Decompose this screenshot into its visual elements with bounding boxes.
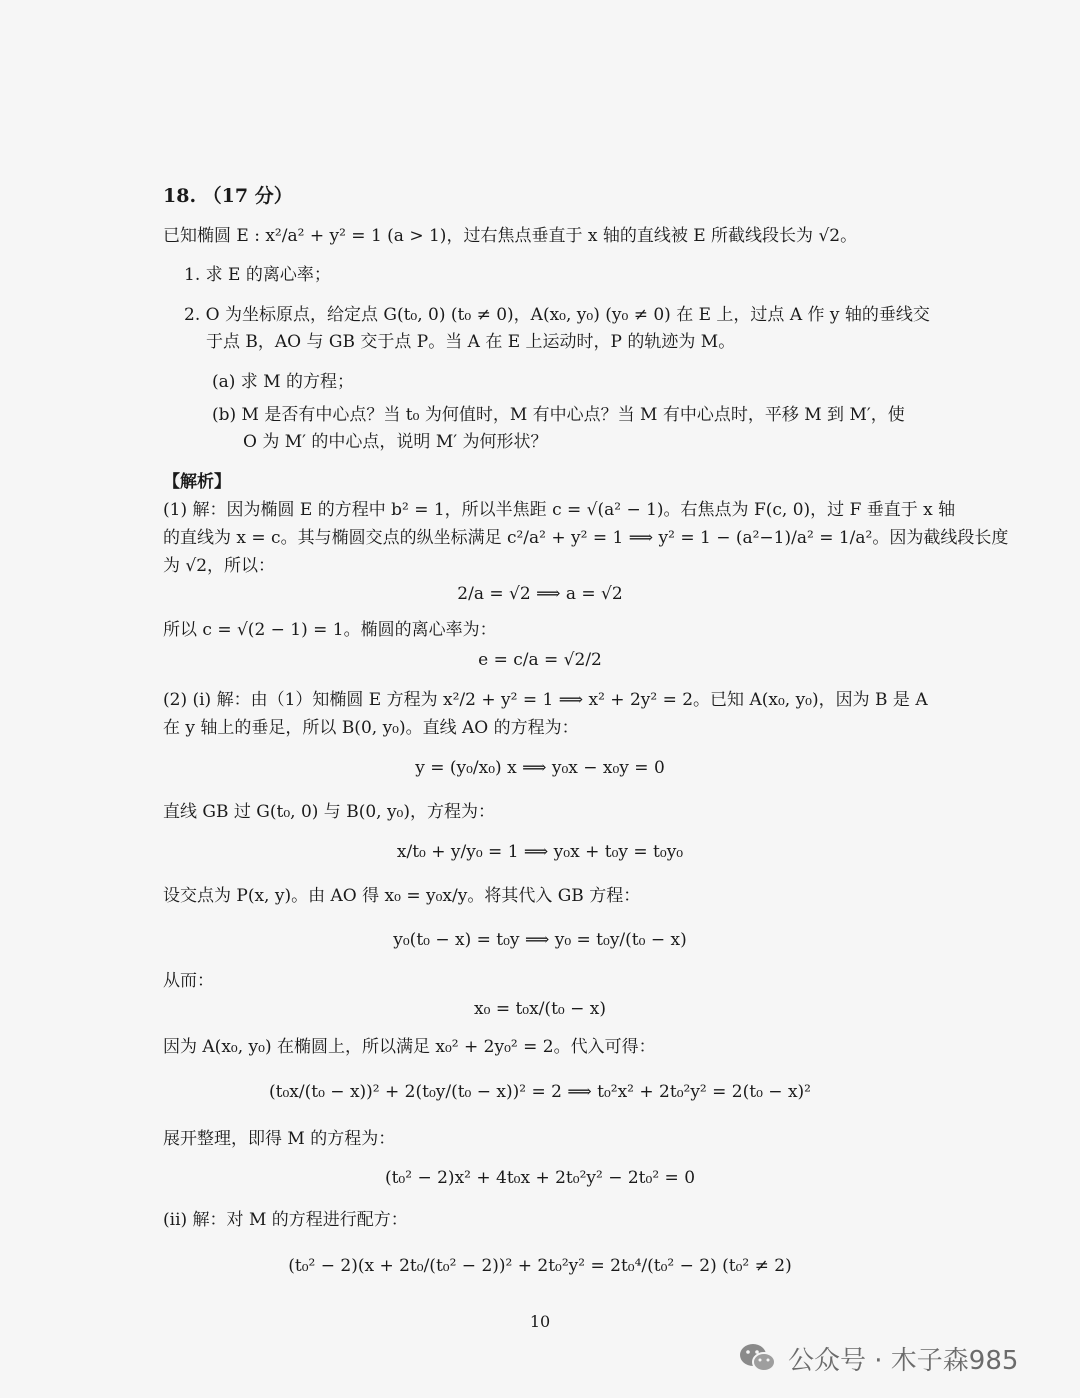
watermark-text: 公众号 · 木子森985: [788, 1345, 1019, 1376]
equation-6: x₀ = t₀x/(t₀ − x): [474, 999, 606, 1019]
equation-4: x/t₀ + y/y₀ = 1 ⟹ y₀x + t₀y = t₀y₀: [396, 842, 684, 862]
solution-1-line-4: 所以 c = √(2 − 1) = 1。椭圆的离心率为：: [163, 620, 497, 640]
solution-2-line-3: 直线 GB 过 G(t₀, 0) 与 B(0, y₀)，方程为：: [163, 802, 496, 822]
question-2b-line-1: (b) M 是否有中心点？当 t₀ 为何值时，M 有中心点？当 M 有中心点时，平移 M 到 M′，使: [212, 405, 905, 425]
wechat-icon: [738, 1341, 778, 1375]
solution-2-line-4: 设交点为 P(x, y)。由 AO 得 x₀ = y₀x/y。将其代入 GB 方程：: [163, 886, 641, 906]
page-number: 10: [529, 1312, 551, 1331]
equation-2: e = c/a = √2/2: [478, 650, 602, 670]
solution-1-line-1: (1) 解：因为椭圆 E 的方程中 b² = 1，所以半焦距 c = √(a² − 1)。右焦点为 F(c, 0)，过 F 垂直于 x 轴: [163, 500, 956, 520]
problem-statement: 已知椭圆 E : x²/a² + y² = 1 (a > 1)，过右焦点垂直于 x 轴的直线被 E 所截线段长为 √2。: [163, 226, 858, 246]
equation-1: 2/a = √2 ⟹ a = √2: [457, 584, 623, 604]
solution-2-line-1: (2) (i) 解：由（1）知椭圆 E 方程为 x²/2 + y² = 1 ⟹ x² + 2y² = 2。已知 A(x₀, y₀)，因为 B 是 A: [163, 690, 928, 710]
question-2b-line-2: O 为 M′ 的中心点，说明 M′ 为何形状？: [243, 432, 548, 452]
problem-title: 18. （17 分）: [163, 185, 293, 207]
question-1: 1. 求 E 的离心率；: [184, 265, 331, 285]
solution-2-line-6: 因为 A(x₀, y₀) 在椭圆上，所以满足 x₀² + 2y₀² = 2。代入可得：: [163, 1037, 656, 1057]
watermark: [738, 1340, 1018, 1376]
solution-2-line-5: 从而：: [163, 971, 214, 991]
question-2a: (a) 求 M 的方程；: [212, 372, 355, 392]
solution-1-line-2: 的直线为 x = c。其与椭圆交点的纵坐标满足 c²/a² + y² = 1 ⟹ y² = 1 − (a²−1)/a² = 1/a²。因为截线段长度: [163, 528, 1009, 548]
solution-heading: 【解析】: [163, 472, 231, 492]
equation-7: (t₀x/(t₀ − x))² + 2(t₀y/(t₀ − x))² = 2 ⟹ t₀²x² + 2t₀²y² = 2(t₀ − x)²: [269, 1082, 811, 1102]
equation-8: (t₀² − 2)x² + 4t₀x + 2t₀²y² − 2t₀² = 0: [384, 1168, 696, 1188]
solution-2-line-2: 在 y 轴上的垂足，所以 B(0, y₀)。直线 AO 的方程为：: [163, 718, 579, 738]
solution-2-line-7: 展开整理，即得 M 的方程为：: [163, 1129, 396, 1149]
solution-1-line-3: 为 √2，所以：: [163, 556, 276, 576]
equation-3: y = (y₀/x₀) x ⟹ y₀x − x₀y = 0: [415, 758, 665, 778]
equation-9: (t₀² − 2)(x + 2t₀/(t₀² − 2))² + 2t₀²y² = 2t₀⁴/(t₀² − 2) (t₀² ≠ 2): [288, 1256, 792, 1276]
question-2-line-1: 2. O 为坐标原点，给定点 G(t₀, 0) (t₀ ≠ 0)，A(x₀, y₀) (y₀ ≠ 0) 在 E 上，过点 A 作 y 轴的垂线交: [184, 305, 930, 325]
equation-5: y₀(t₀ − x) = t₀y ⟹ y₀ = t₀y/(t₀ − x): [393, 930, 687, 950]
solution-3-line-1: (ii) 解：对 M 的方程进行配方：: [163, 1210, 408, 1230]
question-2-line-2: 于点 B，AO 与 GB 交于点 P。当 A 在 E 上运动时，P 的轨迹为 M。: [206, 332, 736, 352]
